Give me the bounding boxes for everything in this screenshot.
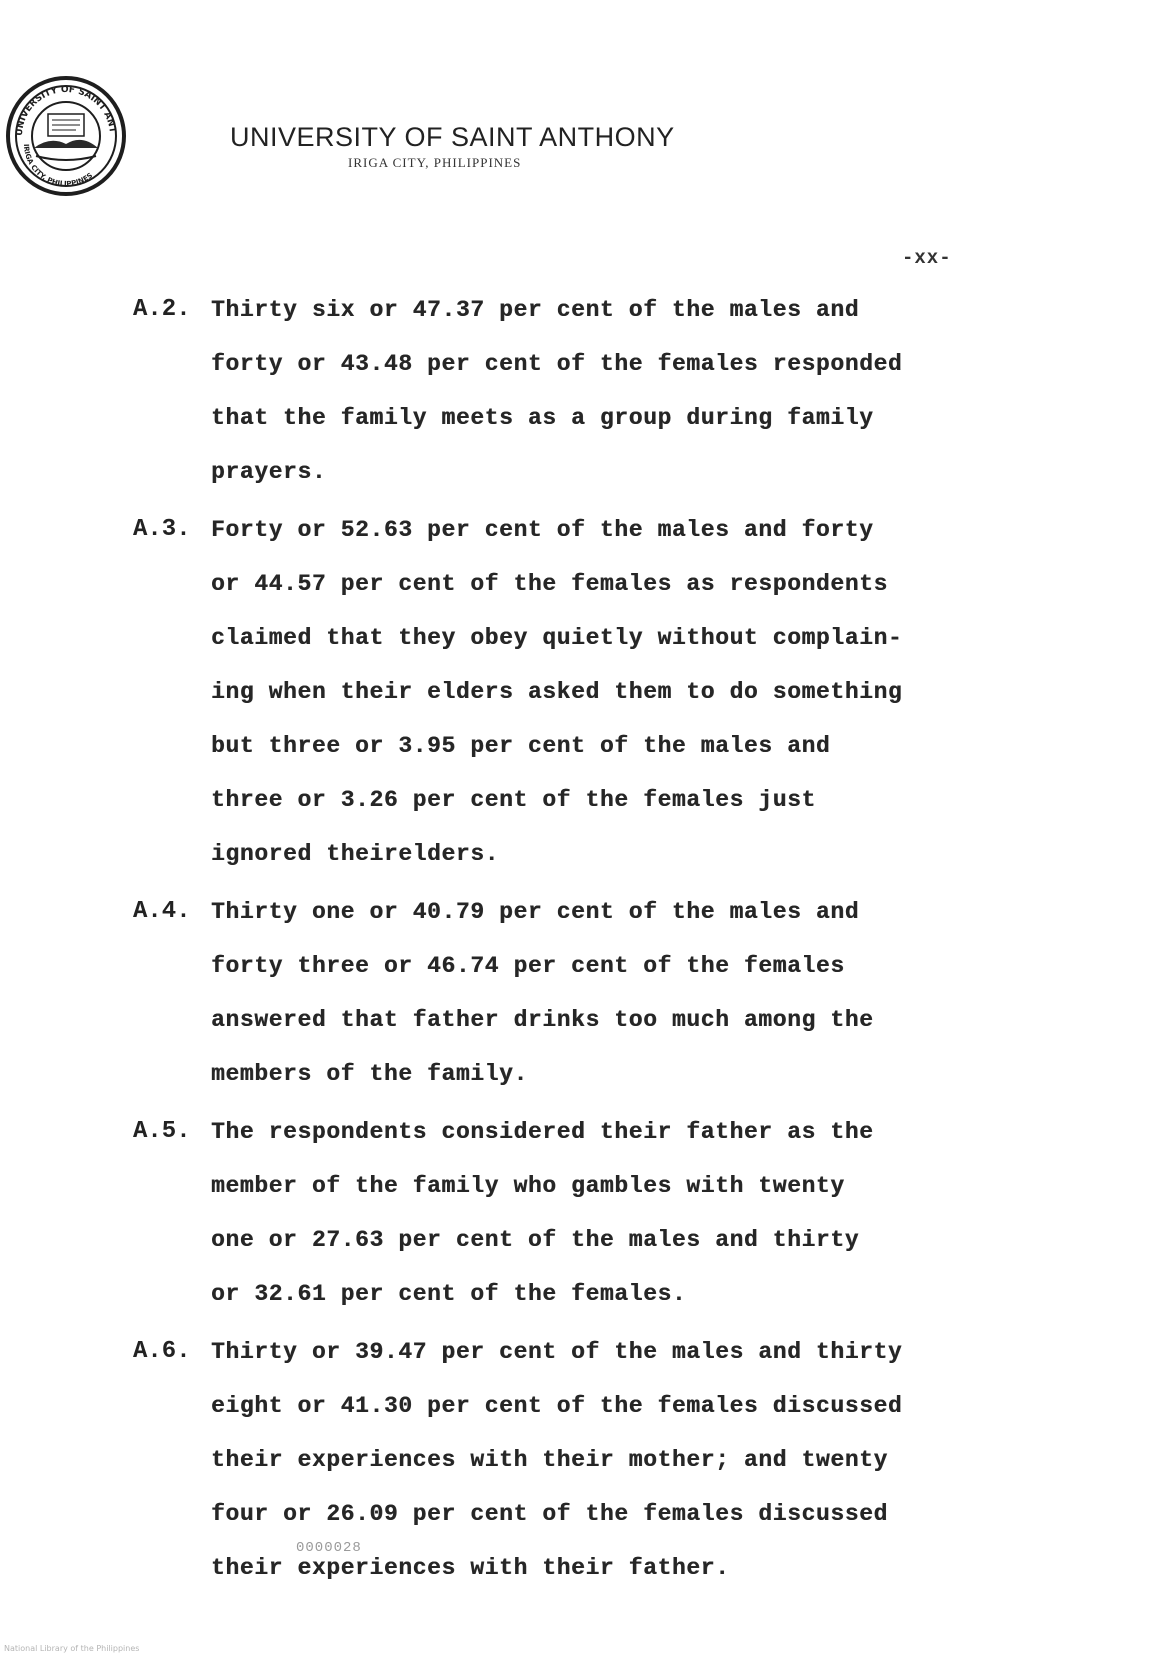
finding-line: Thirty or 39.47 per cent of the males and thirty: [211, 1339, 903, 1365]
finding-line: members of the family.: [211, 1061, 528, 1087]
finding-line: member of the family who gambles with twenty: [211, 1173, 845, 1199]
finding-line: that the family meets as a group during family: [211, 405, 874, 431]
finding-line: their experiences with their father.: [211, 1555, 730, 1581]
finding-line: one or 27.63 per cent of the males and thirty: [211, 1227, 860, 1253]
finding-line: answered that father drinks too much among the: [211, 1007, 874, 1033]
finding-line: Thirty six or 47.37 per cent of the males and: [211, 297, 860, 323]
university-seal: [4, 74, 128, 198]
finding-line: ing when their elders asked them to do something: [211, 679, 903, 705]
finding-a3: [133, 503, 1033, 881]
archive-note: National Library of the Philippines: [4, 1644, 140, 1653]
finding-line: eight or 41.30 per cent of the females discussed: [211, 1393, 903, 1419]
finding-line: Forty or 52.63 per cent of the males and forty: [211, 517, 874, 543]
finding-a6: [133, 1325, 1033, 1595]
finding-line: forty three or 46.74 per cent of the females: [211, 953, 845, 979]
finding-line: The respondents considered their father as the: [211, 1119, 874, 1145]
finding-line: ignored theirelders.: [211, 841, 500, 867]
page-number: -xx-: [902, 247, 952, 269]
finding-line: four or 26.09 per cent of the females discussed: [211, 1501, 888, 1527]
finding-line: prayers.: [211, 459, 327, 485]
finding-line: but three or 3.95 per cent of the males and: [211, 733, 831, 759]
finding-label: A.3.: [133, 516, 191, 543]
finding-a4: [133, 885, 1033, 1101]
finding-line: or 32.61 per cent of the females.: [211, 1281, 687, 1307]
finding-label: A.4.: [133, 898, 191, 925]
seal-top-text: UNIVERSITY OF SAINT ANT: [14, 84, 117, 137]
finding-a5: [133, 1105, 1033, 1321]
finding-line: their experiences with their mother; and twenty: [211, 1447, 888, 1473]
finding-label: A.5.: [133, 1118, 191, 1145]
archive-stamp: 0000028: [296, 1540, 362, 1556]
finding-line: three or 3.26 per cent of the females just: [211, 787, 816, 813]
seal-bottom-text: IRIGA CITY, PHILIPPINES: [21, 143, 95, 189]
finding-label: A.2.: [133, 296, 191, 323]
university-name: UNIVERSITY OF SAINT ANTHONY: [230, 122, 675, 152]
university-city: IRIGA CITY, PHILIPPINES: [348, 155, 522, 170]
finding-line: forty or 43.48 per cent of the females responded: [211, 351, 903, 377]
finding-line: or 44.57 per cent of the females as respondents: [211, 571, 888, 597]
finding-a2: [133, 283, 1033, 499]
seal-icon: [4, 74, 128, 198]
letterhead: [230, 122, 790, 171]
finding-line: claimed that they obey quietly without complain-: [211, 625, 903, 651]
finding-label: A.6.: [133, 1338, 191, 1365]
findings-list: [133, 283, 1033, 1599]
finding-line: Thirty one or 40.79 per cent of the males and: [211, 899, 860, 925]
